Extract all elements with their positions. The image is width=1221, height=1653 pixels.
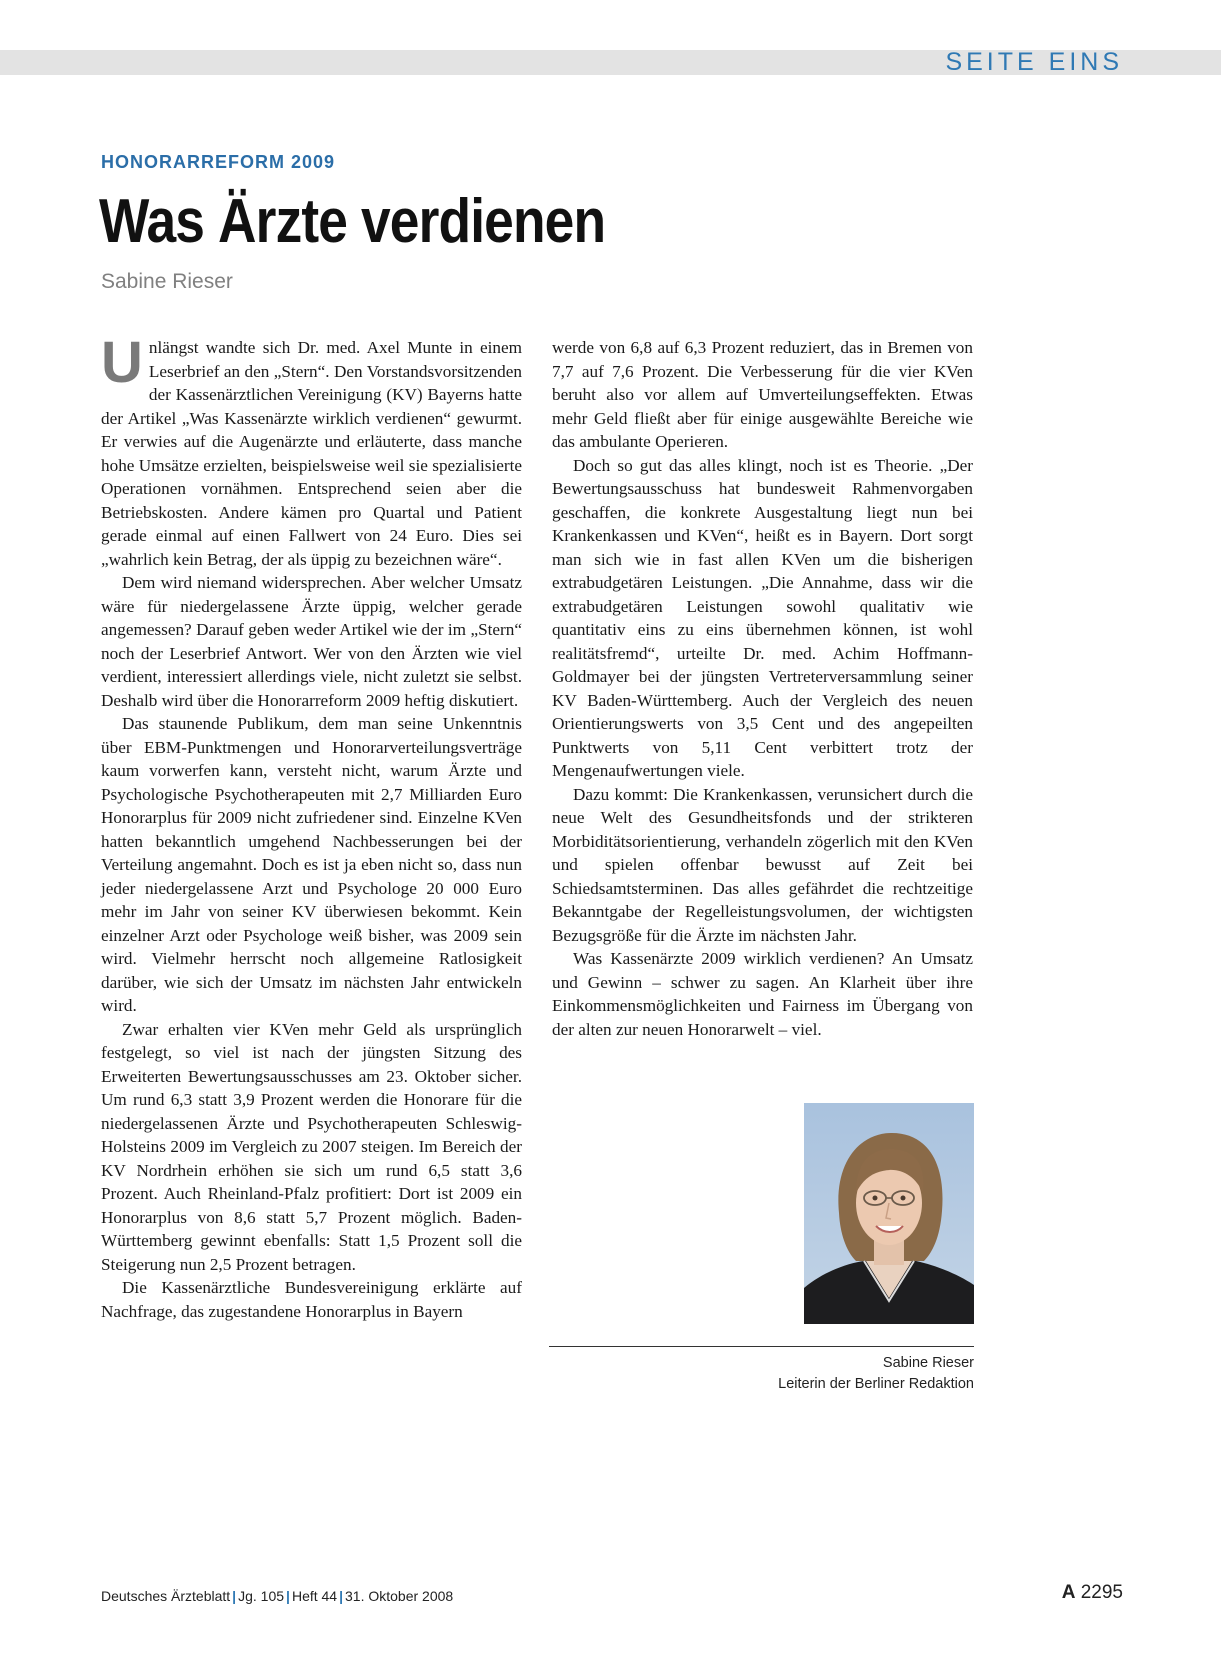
caption-divider <box>549 1346 974 1347</box>
paragraph: Unlängst wandte sich Dr. med. Axel Munte in einem Leserbrief an den „Stern“. Den Vorstandsvorsitzenden der Kassenärztlichen Vereinigung (KV) Bayerns hatte der Artikel „Was Kassenärzte wirklich verdienen“ gewurmt. Er verwies auf die Augenärzte und erläuterte, dass manche hohe Umsätze erzielten, beispielsweise weil sie spezialisierte Operationen vornähmen. Entsprechend seien aber die Betriebskosten. Andere kämen pro Quartal und Patient gerade einmal auf einen Fallwert von 24 Euro. Dies sei „wahrlich kein Betrag, der als üppig zu bezeichnen wäre“. <box>101 330 522 569</box>
author-portrait-image <box>804 1103 974 1324</box>
publication-date: 31. Oktober 2008 <box>345 1588 454 1604</box>
caption-role: Leiterin der Berliner Redaktion <box>778 1376 974 1392</box>
paragraph: werde von 6,8 auf 6,3 Prozent reduziert, das in Bremen von 7,7 auf 7,6 Prozent. Die Verbesserung für die vier KVen beruht also vor allem auf Umverteilungseffekten. Etwas mehr Geld fließt aber für einige ausgewählte Bereiche wie das ambulante Operieren. <box>552 338 973 451</box>
drop-cap: U <box>101 330 143 395</box>
photo-caption <box>778 1353 974 1395</box>
paragraph: Das staunende Publikum, dem man seine Unkenntnis über EBM-Punktmengen und Honorarverteilungsverträge kaum vorwerfen kann, versteht nicht, warum Ärzte und Psychologische Psychotherapeuten mit 2,7 Milliarden Euro Honorarplus für 2009 nicht zufriedener sind. Einzelne KVen hatten bekanntlich umgehend Nachbesserungen bei der Verteilung angemahnt. Doch es ist ja eben nicht so, dass nun jeder niedergelassene Arzt und Psychologe 20 000 Euro mehr im Jahr von seiner KV überwiesen bekommt. Kein einzelner Arzt oder Psychologe weiß bisher, was 2009 sein wird. Vielmehr herrscht noch allgemeine Ratlosigkeit darüber, wie sich der Umsatz im nächsten Jahr entwickeln wird. <box>101 714 522 1015</box>
author-photo <box>804 1103 974 1324</box>
article-column-2 <box>552 336 973 1041</box>
paragraph: Die Kassenärztliche Bundesvereinigung erklärte auf Nachfrage, das zugestandene Honorarplus in Bayern <box>101 1278 522 1321</box>
separator: | <box>339 1588 344 1604</box>
caption-name: Sabine Rieser <box>882 1355 974 1371</box>
separator: | <box>232 1588 237 1604</box>
article-kicker: HONORARREFORM 2009 <box>101 152 336 172</box>
paragraph: Zwar erhalten vier KVen mehr Geld als ursprünglich festgelegt, so viel ist nach der jüngsten Sitzung des Erweiterten Bewertungsausschusses am 23. Oktober sicher. Um rund 6,3 statt 3,9 Prozent werden die Honorare für die niedergelassenen Ärzte und Psychotherapeuten Schleswig-Holsteins 2009 im Vergleich zu 2007 steigen. Im Bereich der KV Nordrhein erhöhen sie sich um rund 6,5 statt 3,6 Prozent. Auch Rheinland-Pfalz profitiert: Dort ist 2009 ein Honorarplus von 8,6 statt 5,7 Prozent möglich. Baden-Württemberg gewinnt ebenfalls: Statt 1,5 Prozent soll die Steigerung nun 2,5 Prozent betragen. <box>101 1019 522 1274</box>
section-label: SEITE EINS <box>945 48 1123 76</box>
paragraph: Was Kassenärzte 2009 wirklich verdienen? An Umsatz und Gewinn – schwer zu sagen. An Klarheit über ihre Einkommensmöglichkeiten und Fairness im Übergang von der alten zur neuen Honorarwelt – viel. <box>552 949 973 1039</box>
page-prefix: A <box>1061 1582 1076 1603</box>
journal-volume: Jg. 105 <box>238 1588 285 1604</box>
footer-citation <box>101 1588 453 1604</box>
article-title: Was Ärzte verdienen <box>99 187 606 256</box>
paragraph: Dem wird niemand widersprechen. Aber welcher Umsatz wäre für niedergelassene Ärzte üppig, welcher gerade angemessen? Darauf geben weder Artikel wie der im „Stern“ noch der Leserbrief Antwort. Wer von den Ärzten wie viel verdient, interessiert allerdings viele, nicht zuletzt sie selbst. Deshalb wird über die Honorarreform 2009 heftig diskutiert. <box>101 573 522 710</box>
separator: | <box>286 1588 290 1604</box>
journal-name: Deutsches Ärzteblatt <box>101 1588 231 1604</box>
page-number-value: 2295 <box>1080 1582 1123 1603</box>
journal-issue: Heft 44 <box>291 1588 338 1604</box>
article-column-1 <box>101 330 522 1323</box>
page-number <box>1062 1582 1123 1604</box>
paragraph: Doch so gut das alles klingt, noch ist es Theorie. „Der Bewertungsausschuss hat bundesweit Rahmenvorgaben geschaffen, die konkrete Ausgestaltung liegt nun bei Krankenkassen und KVen“, heißt es in Bayern. Dort sorgt man sich wie in fast allen KVen um die bisherigen extrabudgetären Leistungen. „Die Annahme, dass wir die extrabudgetären Leistungen sowohl qualitativ wie quantitativ eins zu eins übernehmen können, ist wohl realitätsfremd“, urteilte Dr. med. Achim Hoffmann-Goldmayer bei der jüngsten Vertreterversammlung seiner KV Baden-Württemberg. Auch der Vergleich des neuen Orientierungswerts von 3,5 Cent und des angepeilten Punktwerts von 5,11 Cent verbittert trotz der Mengenaufwertungen viele. <box>552 455 973 780</box>
article-author: Sabine Rieser <box>101 270 233 293</box>
paragraph: Dazu kommt: Die Krankenkassen, verunsichert durch die neue Welt des Gesundheitsfonds und der strikteren Morbiditätsorientierung, verhandeln zögerlich mit den KVen und spielen offenbar bewusst auf Zeit bei Schiedsamtsterminen. Das alles gefährdet die rechtzeitige Bekanntgabe der Regelleistungsvolumen, der wichtigsten Bezugsgröße für die Ärzte im nächsten Jahr. <box>552 784 973 945</box>
